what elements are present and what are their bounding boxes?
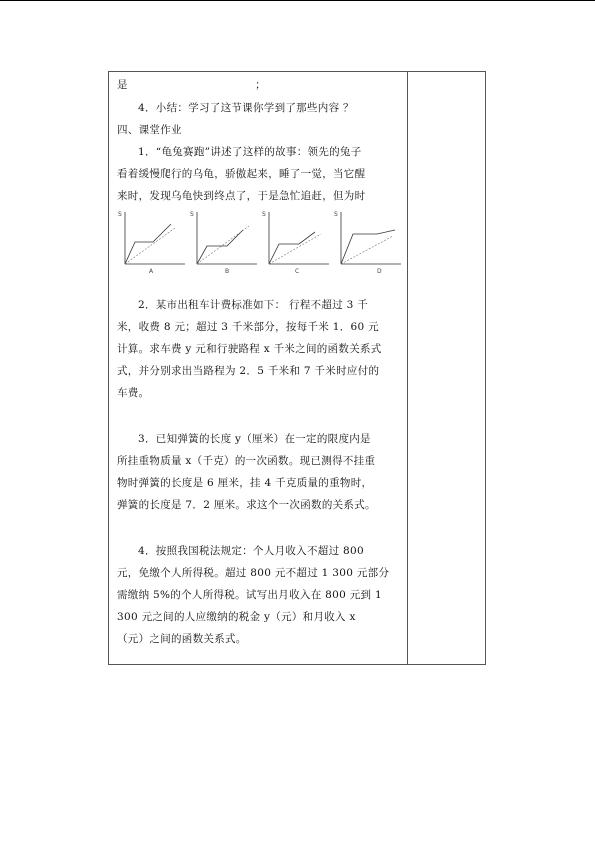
q1-line-3: 来时，发现乌龟快到终点了，于是急忙追赶，但为时 (117, 190, 366, 202)
graph-d-axis-y: S (334, 211, 338, 218)
graph-a-axis-y: S (118, 211, 122, 218)
q1-line-2: 看着缓慢爬行的乌龟，骄傲起来，睡了一觉，当它醒 (117, 168, 366, 180)
q2-line-3: 计算。求车费 y 元和行驶路程 x 千米之间的函数关系式 (117, 343, 382, 355)
header-line (117, 78, 266, 92)
q3-line-1: 3．已知弹簧的长度 y（厘米）在一定的限度内是 (138, 433, 371, 445)
q4-line-2: 元，免缴个人所得税。超过 800 元不超过 1 300 元部分 (117, 567, 390, 579)
header-text: 是 (117, 79, 128, 91)
page-top-rule (0, 0, 595, 1)
column-divider (407, 72, 408, 664)
q2-line-5: 车费。 (117, 387, 150, 399)
graph-b-label: B (225, 268, 230, 275)
graph-c-label: C (295, 268, 300, 275)
summary-line: 4．小结：学习了这节课你学到了那些内容 ？ (138, 102, 354, 114)
q4-line-3: 需缴纳 5%的个人所得税。试写出月收入在 800 元到 1 (117, 589, 382, 601)
section-title: 四、课堂作业 (117, 124, 182, 136)
q2-line-1: 2．某市出租车计费标准如下： 行程不超过 3 千 (138, 299, 369, 311)
graph-b (190, 211, 257, 275)
header-semicolon: ； (255, 79, 266, 91)
graph-c (262, 211, 329, 275)
graph-b-axis-y: S (190, 211, 194, 218)
graph-d (334, 211, 401, 275)
graph-c-axis-y: S (262, 211, 266, 218)
graph-d-label: D (377, 268, 382, 275)
graph-a (118, 211, 185, 275)
q2-line-4: 式，并分别求出当路程为 2．5 千米和 7 千米时应付的 (117, 365, 380, 377)
q4-line-1: 4．按照我国税法规定：个人月收入不超过 800 (138, 545, 364, 557)
q3-line-2: 所挂重物质量 x（千克）的一次函数。现已测得不挂重 (117, 455, 376, 467)
q4-line-4: 300 元之间的人应缴纳的税金 y（元）和月收入 x (117, 611, 356, 623)
q3-line-3: 物时弹簧的长度是 6 厘米，挂 4 千克质量的重物时， (117, 477, 373, 489)
q3-line-4: 弹簧的长度是 7．2 厘米。求这个一次函数的关系式。 (117, 499, 376, 511)
race-graphs (115, 206, 405, 276)
q4-line-5: （元）之间的函数关系式。 (117, 633, 247, 645)
q2-line-2: 米，收费 8 元；超过 3 千米部分，按每千米 1．60 元 (117, 321, 379, 333)
q1-line-1: 1．“龟兔赛跑”讲述了这样的故事：领先的兔子 (138, 146, 362, 158)
graph-a-label: A (149, 268, 154, 275)
lesson-table (108, 71, 486, 665)
